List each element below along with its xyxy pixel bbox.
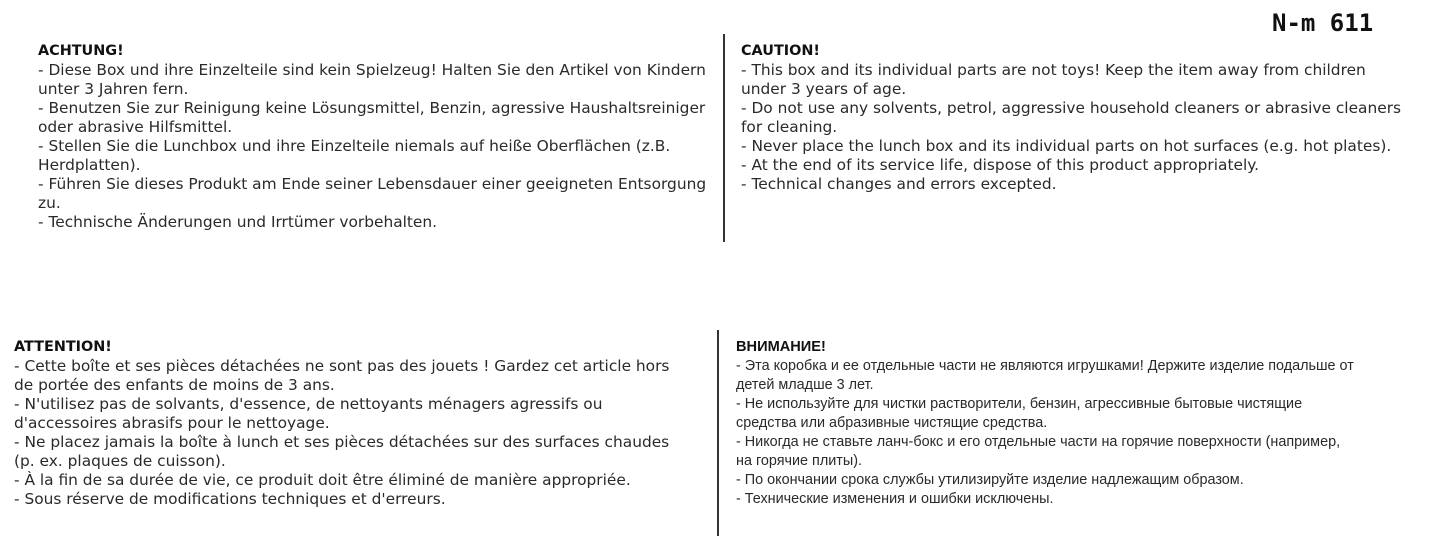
- warning-block-de: [38, 42, 718, 232]
- warning-line: - Никогда не ставьте ланч-бокс и его отдельные части на горячие поверхности (например,: [736, 434, 1341, 450]
- warning-title-en: CAUTION!: [741, 43, 820, 59]
- warning-line: unter 3 Jahren fern.: [38, 80, 189, 98]
- warning-line: - Benutzen Sie zur Reinigung keine Lösungsmittel, Benzin, agressive Haushaltsreiniger: [38, 99, 706, 117]
- warning-line: - N'utilisez pas de solvants, d'essence, de nettoyants ménagers agressifs ou: [14, 395, 603, 413]
- warning-line: - Ne placez jamais la boîte à lunch et ses pièces détachées sur des surfaces chaudes: [14, 433, 670, 451]
- warning-line: zu.: [38, 194, 61, 212]
- column-divider-bottom: [717, 330, 719, 536]
- warning-block-fr: [14, 338, 704, 509]
- warning-line: - Эта коробка и ее отдельные части не являются игрушками! Держите изделие подальше от: [736, 358, 1354, 374]
- warning-line: - Технические изменения и ошибки исключены.: [736, 491, 1054, 507]
- warning-line: (p. ex. plaques de cuisson).: [14, 452, 226, 470]
- warning-line: - Stellen Sie die Lunchbox und ihre Einzelteile niemals auf heiße Oberflächen (z.B.: [38, 137, 671, 155]
- warning-line: Herdplatten).: [38, 156, 141, 174]
- warning-line: средства или абразивные чистящие средства.: [736, 415, 1048, 431]
- warning-line: de portée des enfants de moins de 3 ans.: [14, 376, 335, 394]
- warning-line: for cleaning.: [741, 118, 838, 136]
- warning-block-ru: [736, 338, 1431, 509]
- warning-line: - Sous réserve de modifications techniques et d'erreurs.: [14, 490, 446, 508]
- warning-line: - At the end of its service life, dispose of this product appropriately.: [741, 156, 1260, 174]
- warning-line: - This box and its individual parts are not toys! Keep the item away from children: [741, 61, 1366, 79]
- warning-line: - Не используйте для чистки растворители, бензин, агрессивные бытовые чистящие: [736, 396, 1303, 412]
- warning-line: - Never place the lunch box and its individual parts on hot surfaces (e.g. hot plates).: [741, 137, 1392, 155]
- column-divider-top: [723, 34, 725, 242]
- warning-line: d'accessoires abrasifs pour le nettoyage.: [14, 414, 330, 432]
- warning-line: - По окончании срока службы утилизируйте изделие надлежащим образом.: [736, 472, 1244, 488]
- warning-block-en: [741, 42, 1421, 194]
- warning-line: детей младше 3 лет.: [736, 377, 874, 393]
- warning-line: на горячие плиты).: [736, 453, 863, 469]
- warning-line: - Do not use any solvents, petrol, aggressive household cleaners or abrasive cleaners: [741, 99, 1402, 117]
- warning-title-de: ACHTUNG!: [38, 43, 124, 59]
- warning-line: - Technical changes and errors excepted.: [741, 175, 1057, 193]
- document-code: N-m 611: [1272, 9, 1374, 37]
- warning-line: - Führen Sie dieses Produkt am Ende seiner Lebensdauer einer geeigneten Entsorgung: [38, 175, 707, 193]
- warning-line: - À la fin de sa durée de vie, ce produit doit être éliminé de manière appropriée.: [14, 471, 631, 489]
- warning-line: - Cette boîte et ses pièces détachées ne sont pas des jouets ! Gardez cet article hors: [14, 357, 670, 375]
- warning-line: - Diese Box und ihre Einzelteile sind kein Spielzeug! Halten Sie den Artikel von Kindern: [38, 61, 706, 79]
- warning-line: - Technische Änderungen und Irrtümer vorbehalten.: [38, 213, 438, 231]
- warning-line: oder abrasive Hilfsmittel.: [38, 118, 233, 136]
- warning-line: under 3 years of age.: [741, 80, 907, 98]
- warning-title-fr: ATTENTION!: [14, 339, 112, 355]
- warning-title-ru: ВНИМАНИЕ!: [736, 339, 826, 355]
